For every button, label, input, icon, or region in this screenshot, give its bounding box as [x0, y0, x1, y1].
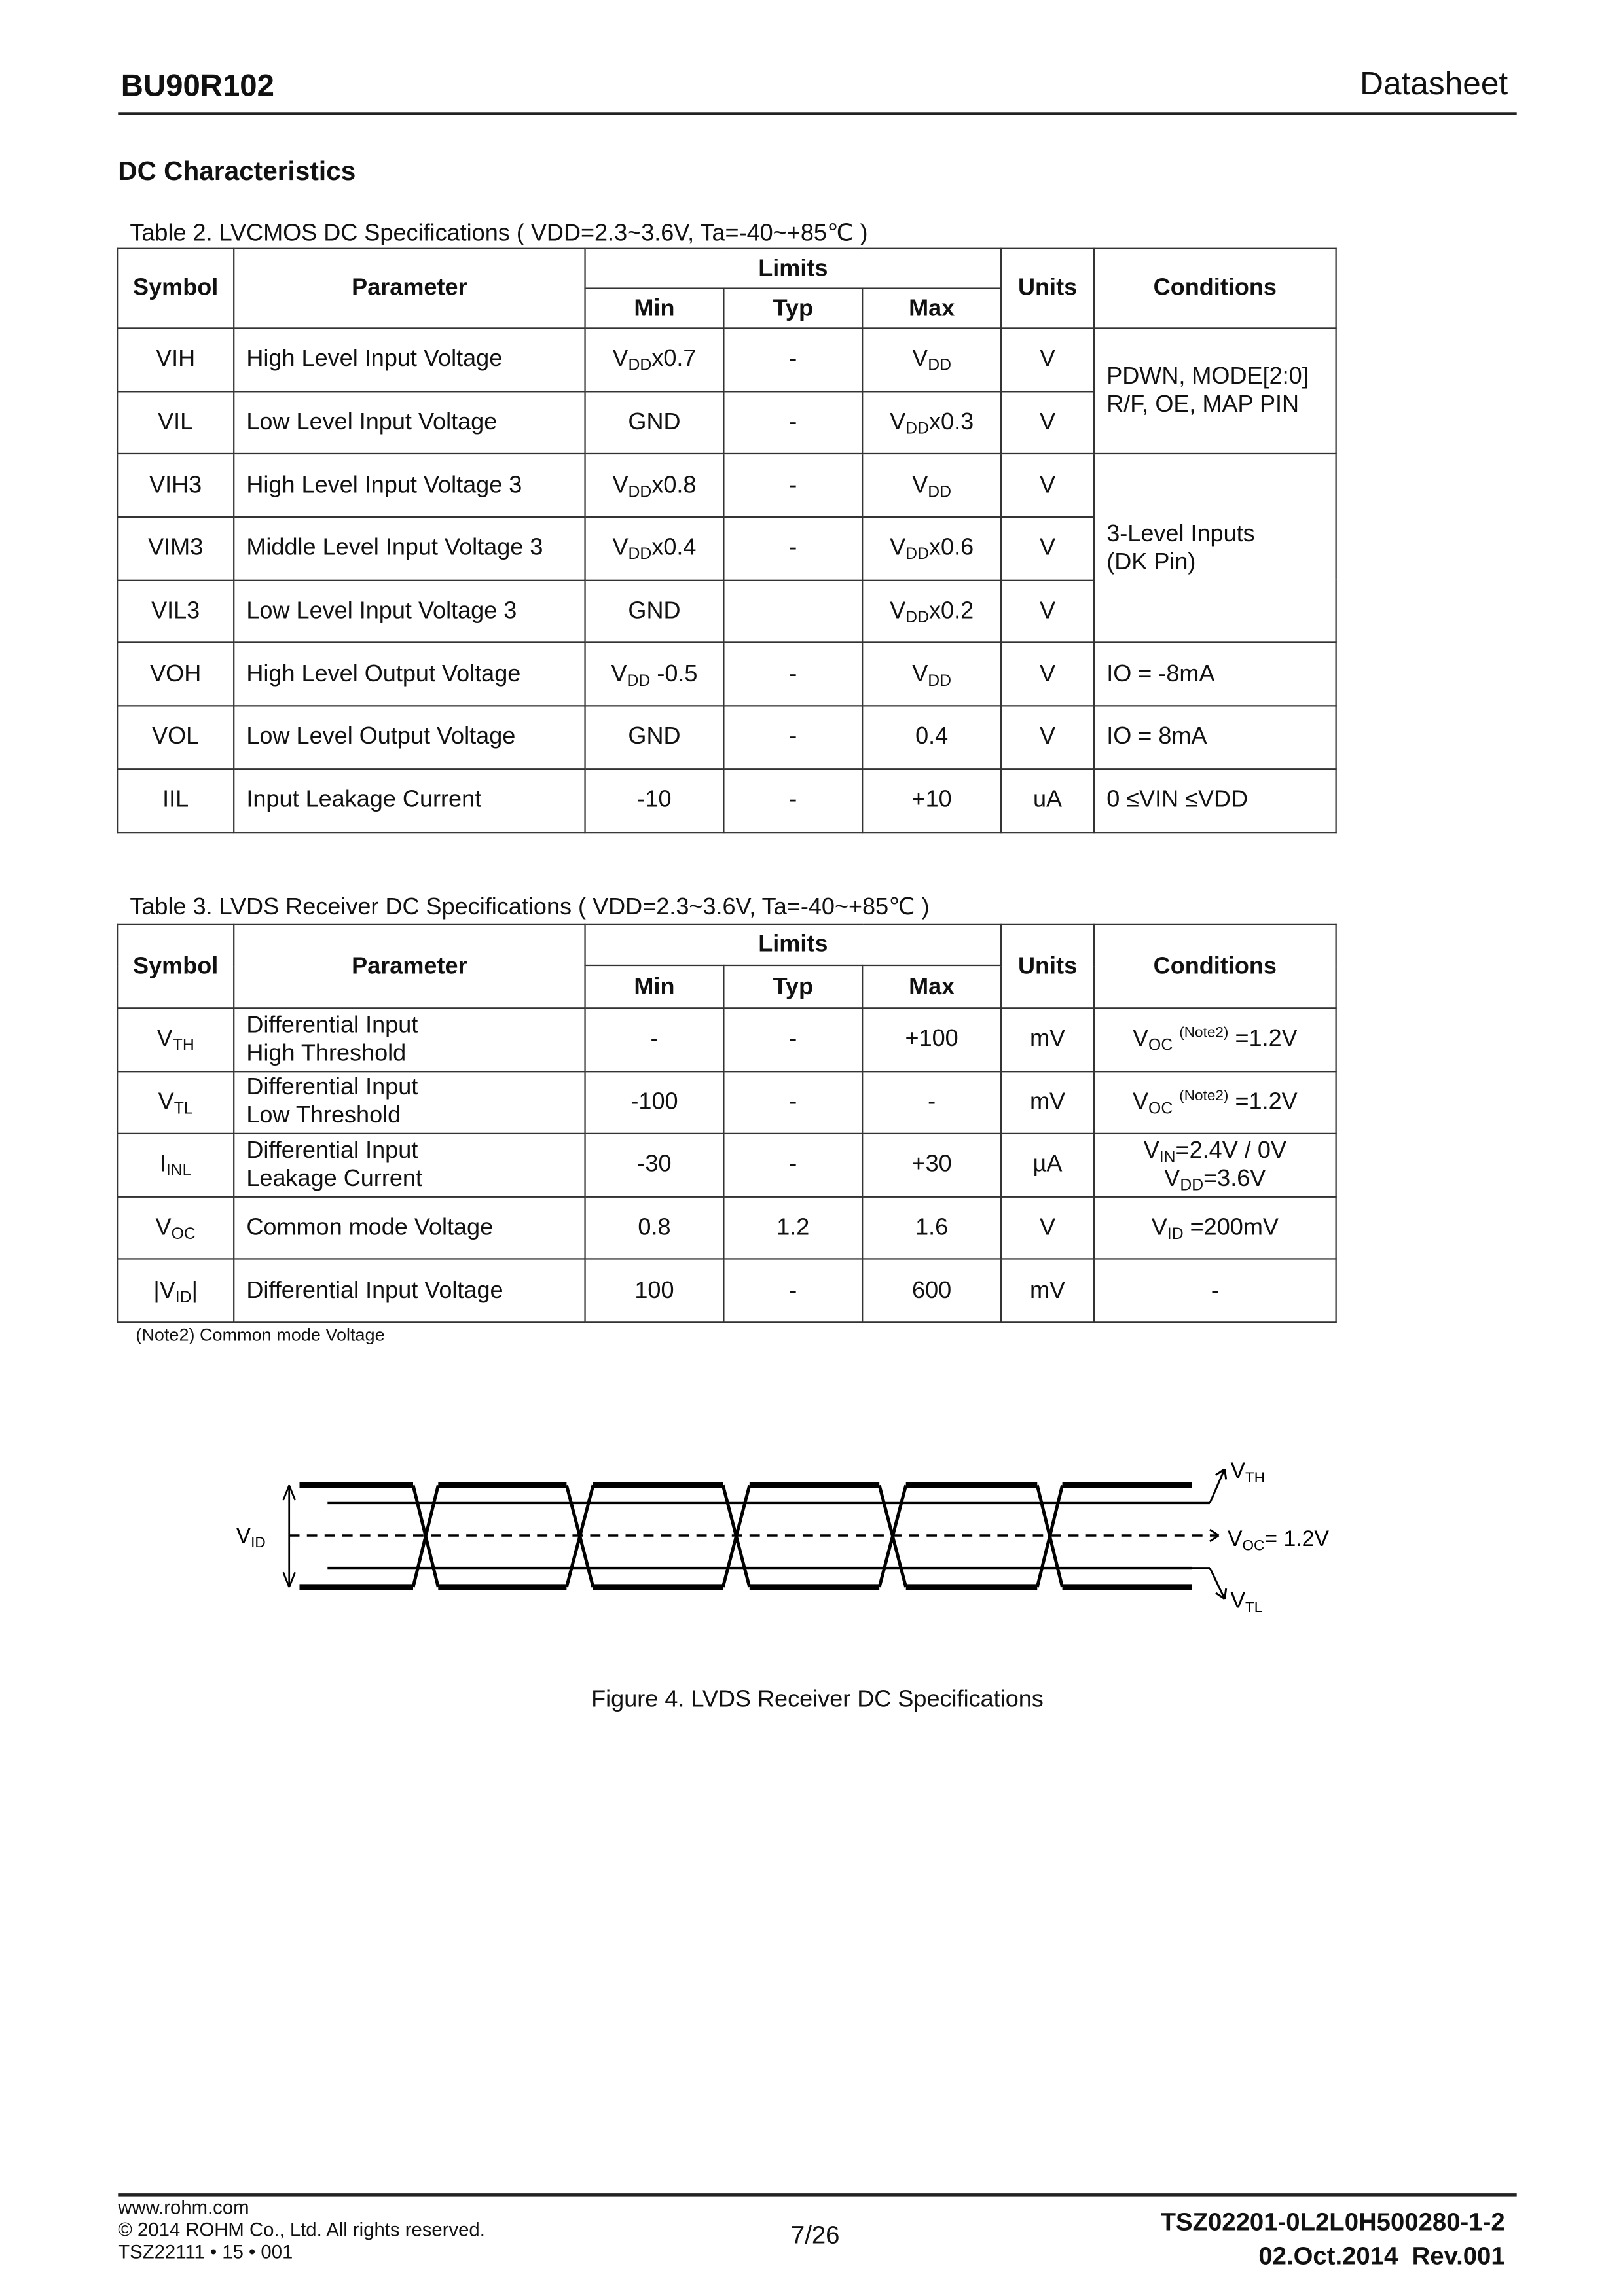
cell-conditions: [1094, 1071, 1336, 1134]
footer-right: [1161, 2205, 1505, 2273]
cell-text: V: [1132, 1090, 1149, 1115]
cell-text: V: [158, 1090, 174, 1115]
cell-text: V: [1040, 599, 1056, 624]
cell-text: |: [191, 1278, 198, 1304]
cell-typ: [723, 580, 862, 643]
cell-units: [1001, 1196, 1094, 1259]
table2-caption: Table 2. LVCMOS DC Specifications ( VDD=2.3~3.6V, Ta=-40~+85℃ ): [130, 221, 868, 247]
page-number: 7/26: [790, 2221, 840, 2250]
cell-text: PDWN, MODE[2:0]: [1106, 365, 1309, 390]
cell-text: V: [890, 535, 906, 562]
cell-text: Differential Input Voltage: [246, 1278, 503, 1304]
cell-max: [862, 454, 1001, 517]
cell-parameter: [234, 643, 585, 706]
cell-text: Common mode Voltage: [246, 1215, 494, 1241]
cell-text: 600: [912, 1278, 952, 1304]
header-limits: Limits: [585, 924, 1002, 965]
cell-text: DD: [628, 357, 652, 376]
header-min: Min: [585, 965, 724, 1008]
header-parameter: Parameter: [234, 249, 585, 329]
cell-text: -0.5: [650, 662, 698, 687]
cell-text: OC: [1148, 1037, 1173, 1055]
cell-symbol: [117, 706, 234, 769]
cell-text: DD: [928, 483, 952, 501]
cell-text: VIL3: [151, 599, 200, 624]
cell-text: DD: [905, 609, 929, 627]
cell-units: [1001, 1134, 1094, 1196]
cell-text: 3-Level Inputs: [1106, 522, 1255, 547]
cell-text: +100: [905, 1027, 958, 1052]
cell-typ: [723, 1071, 862, 1134]
cell-units: [1001, 1008, 1094, 1071]
cell-text: -: [789, 1153, 797, 1178]
cell-text: -: [1211, 1278, 1219, 1304]
cell-text: IO = 8mA: [1106, 725, 1207, 750]
vid-arrow-head: [289, 1485, 295, 1500]
cell-text: V: [890, 410, 906, 435]
cell-text: =2.4V / 0V: [1175, 1138, 1286, 1164]
cell-text: -10: [637, 787, 672, 814]
cell-typ: [723, 391, 862, 454]
cell-text: Differential Input: [246, 1013, 418, 1039]
cell-text: DD: [628, 483, 652, 501]
header-max: Max: [862, 965, 1001, 1008]
header-parameter: Parameter: [234, 924, 585, 1008]
cell-parameter: [234, 1134, 585, 1196]
cell-text: Low Threshold: [246, 1103, 401, 1129]
cell-units: [1001, 769, 1094, 832]
cell-max: [862, 517, 1001, 580]
header-min: Min: [585, 289, 724, 329]
cell-text: I: [159, 1153, 166, 1178]
cell-text: VIH: [156, 347, 196, 372]
cell-parameter: [234, 580, 585, 643]
table-row: [117, 1134, 1336, 1196]
cell-max: [862, 769, 1001, 832]
cell-symbol: [117, 1071, 234, 1134]
cell-conditions: [1094, 328, 1336, 454]
cell-text: -: [789, 535, 797, 562]
cell-text: V: [1040, 410, 1056, 435]
cell-units: [1001, 580, 1094, 643]
cell-text: VIM3: [148, 535, 204, 562]
cell-text: High Threshold: [246, 1041, 407, 1066]
vth-label: $V_{TH}$: [1230, 1458, 1266, 1486]
cell-max: [862, 580, 1001, 643]
cell-typ: [723, 328, 862, 391]
header-typ: Typ: [723, 965, 862, 1008]
cell-text: V: [155, 1215, 172, 1241]
cell-min: [585, 1008, 724, 1071]
section-title: DC Characteristics: [118, 156, 356, 186]
cell-typ: [723, 643, 862, 706]
cell-text: ID: [1167, 1225, 1184, 1244]
cell-units: [1001, 517, 1094, 580]
cell-text: Differential Input: [246, 1138, 418, 1164]
cell-typ: [723, 1134, 862, 1196]
cell-text: 100: [634, 1278, 674, 1304]
cell-text: V: [1040, 725, 1056, 750]
header-units: Units: [1001, 249, 1094, 329]
cell-min: [585, 1071, 724, 1134]
cell-text: V: [1132, 1027, 1149, 1052]
header-conditions: Conditions: [1094, 249, 1336, 329]
cell-text: x0.6: [928, 535, 974, 562]
cell-min: [585, 1259, 724, 1322]
table-row: [117, 1008, 1336, 1071]
cell-text: VIL: [158, 410, 194, 435]
cell-text: INL: [166, 1162, 192, 1181]
cell-text: High Level Input Voltage: [246, 347, 503, 372]
cell-text: V: [1040, 662, 1056, 687]
cell-min: [585, 1196, 724, 1259]
cell-min: [585, 391, 724, 454]
cell-text: mV: [1030, 1090, 1066, 1115]
cell-symbol: [117, 454, 234, 517]
cell-conditions: [1094, 1008, 1336, 1071]
table-row: [117, 769, 1336, 832]
cell-units: [1001, 1259, 1094, 1322]
cell-text: High Level Input Voltage 3: [246, 473, 522, 499]
cell-symbol: [117, 1134, 234, 1196]
cell-text: -100: [630, 1090, 678, 1115]
cell-text: -: [928, 1090, 936, 1115]
cell-text: V: [890, 599, 906, 624]
cell-min: [585, 454, 724, 517]
cell-text: VIH3: [149, 473, 202, 499]
cell-text: =200mV: [1183, 1215, 1279, 1241]
cell-units: [1001, 643, 1094, 706]
cell-text: -: [789, 1090, 797, 1115]
cell-text: -: [789, 725, 797, 750]
cell-text: V: [912, 473, 928, 499]
cell-parameter: [234, 328, 585, 391]
cell-conditions: [1094, 643, 1336, 706]
cell-text: V: [612, 347, 629, 372]
cell-text: V: [612, 535, 629, 562]
cell-typ: [723, 1008, 862, 1071]
cell-text: Leakage Current: [246, 1166, 422, 1192]
cell-text: V: [1151, 1215, 1167, 1241]
header-conditions: Conditions: [1094, 924, 1336, 1008]
lvcmos-dc-table: [117, 248, 1337, 833]
cell-text: DD: [628, 546, 652, 564]
cell-conditions: [1094, 769, 1336, 832]
doc-number: TSZ02201-0L2L0H500280-1-2: [1160, 2208, 1505, 2236]
cell-parameter: [234, 769, 585, 832]
lvds-waveform-figure: [0, 1416, 1623, 1623]
cell-max: [862, 391, 1001, 454]
date-revision: 02.Oct.2014 Rev.001: [1258, 2242, 1505, 2270]
cell-max: [862, 1071, 1001, 1134]
cell-text: V: [1040, 535, 1056, 562]
part-number: BU90R102: [120, 69, 274, 103]
vtl-label: $V_{TL}$: [1230, 1588, 1263, 1616]
cell-text: GND: [628, 410, 681, 435]
cell-parameter: [234, 1071, 585, 1134]
cell-text: V: [912, 662, 928, 687]
cell-text: V: [1164, 1166, 1180, 1192]
cell-min: [585, 706, 724, 769]
cell-typ: [723, 1196, 862, 1259]
cell-text: (Note2): [1179, 1088, 1229, 1105]
table-row: [117, 454, 1336, 517]
cell-text: OC: [171, 1225, 196, 1244]
cell-text: x0.4: [651, 535, 697, 562]
header-max: Max: [862, 289, 1001, 329]
cell-text: TL: [173, 1100, 193, 1118]
cell-text: TH: [172, 1037, 194, 1055]
cell-text: µA: [1032, 1153, 1063, 1178]
cell-text: mV: [1030, 1278, 1066, 1304]
cell-max: [862, 1196, 1001, 1259]
cell-parameter: [234, 517, 585, 580]
cell-typ: [723, 1259, 862, 1322]
cell-text: ID: [175, 1288, 192, 1306]
header-row: [117, 249, 1336, 289]
cell-text: x0.7: [651, 347, 697, 372]
cell-conditions: [1094, 1196, 1336, 1259]
cell-text: IO = -8mA: [1106, 662, 1215, 687]
cell-text: Input Leakage Current: [246, 787, 482, 814]
header-limits: Limits: [585, 249, 1002, 289]
header-symbol: Symbol: [117, 249, 234, 329]
cell-text: DD: [627, 672, 651, 691]
cell-text: GND: [628, 599, 681, 624]
cell-text: -30: [637, 1153, 672, 1178]
cell-typ: [723, 769, 862, 832]
voc-label: $V_{OC}= 1.2V$: [1227, 1526, 1329, 1554]
cell-text: x0.3: [928, 410, 974, 435]
cell-min: [585, 517, 724, 580]
cell-text: DD: [928, 357, 952, 376]
cell-text: x0.2: [928, 599, 974, 624]
cell-typ: [723, 454, 862, 517]
doc-type: Datasheet: [1360, 65, 1508, 102]
cell-max: [862, 328, 1001, 391]
cell-min: [585, 643, 724, 706]
cell-max: [862, 1134, 1001, 1196]
cell-conditions: [1094, 454, 1336, 643]
cell-min: [585, 1134, 724, 1196]
cell-text: uA: [1032, 787, 1063, 814]
cell-symbol: [117, 1196, 234, 1259]
cell-text: Low Level Output Voltage: [246, 725, 516, 750]
cell-max: [862, 1008, 1001, 1071]
cell-text: DD: [1180, 1177, 1204, 1195]
cell-text: -: [789, 473, 797, 499]
figure-caption: Figure 4. LVDS Receiver DC Specifications: [591, 1687, 1044, 1713]
cell-text: 0 ≤VIN ≤VDD: [1106, 787, 1249, 814]
cell-max: [862, 706, 1001, 769]
table3-note: (Note2) Common mode Voltage: [136, 1324, 385, 1346]
cell-text: DD: [905, 420, 929, 439]
lvds-dc-table: [117, 924, 1337, 1323]
cell-text: V: [611, 662, 627, 687]
header-row: [117, 924, 1336, 965]
cell-text: V: [912, 347, 928, 372]
cell-text: IIL: [162, 787, 189, 814]
cell-text: =1.2V: [1228, 1027, 1298, 1052]
cell-text: -: [789, 662, 797, 687]
cell-text: 1.6: [915, 1215, 949, 1241]
cell-parameter: [234, 454, 585, 517]
table-row: [117, 706, 1336, 769]
cell-symbol: [117, 769, 234, 832]
cell-parameter: [234, 1259, 585, 1322]
cell-text: Middle Level Input Voltage 3: [246, 535, 543, 562]
cell-text: =3.6V: [1203, 1166, 1266, 1192]
cell-text: R/F, OE, MAP PIN: [1106, 392, 1300, 418]
cell-typ: [723, 706, 862, 769]
cell-parameter: [234, 706, 585, 769]
cell-symbol: [117, 517, 234, 580]
cell-parameter: [234, 1008, 585, 1071]
cell-text: -: [789, 1278, 797, 1304]
vtl-arrow-head: [1224, 1588, 1226, 1599]
footer-code: TSZ22111 • 15 • 001: [118, 2240, 293, 2263]
table-row: [117, 1196, 1336, 1259]
cell-units: [1001, 706, 1094, 769]
table-row: [117, 1259, 1336, 1322]
cell-symbol: [117, 580, 234, 643]
website-link[interactable]: www.rohm.com: [118, 2196, 249, 2219]
cell-text: +10: [911, 787, 952, 814]
vid-label: $V_{ID}$: [236, 1523, 266, 1551]
cell-text: DD: [905, 546, 929, 564]
cell-text: -: [650, 1027, 659, 1052]
cell-parameter: [234, 391, 585, 454]
table3-caption: Table 3. LVDS Receiver DC Specifications ( VDD=2.3~3.6V, Ta=-40~+85℃ ): [130, 895, 930, 921]
cell-units: [1001, 1071, 1094, 1134]
table-row: [117, 643, 1336, 706]
cell-conditions: [1094, 706, 1336, 769]
cell-text: =1.2V: [1228, 1090, 1298, 1115]
cell-text: OC: [1148, 1100, 1173, 1118]
cell-min: [585, 328, 724, 391]
cell-text: VOH: [150, 662, 202, 687]
cell-text: -: [789, 347, 797, 372]
cell-text: DD: [928, 672, 952, 691]
cell-units: [1001, 454, 1094, 517]
cell-text: mV: [1030, 1027, 1066, 1052]
cell-symbol: [117, 328, 234, 391]
cell-text: V: [1143, 1138, 1159, 1164]
cell-units: [1001, 391, 1094, 454]
cell-text: 0.4: [915, 725, 949, 750]
header-symbol: Symbol: [117, 924, 234, 1008]
cell-text: Low Level Input Voltage: [246, 410, 498, 435]
cell-text: V: [1040, 347, 1056, 372]
cell-text: High Level Output Voltage: [246, 662, 521, 687]
cell-text: Low Level Input Voltage 3: [246, 599, 517, 624]
cell-min: [585, 769, 724, 832]
cell-text: x0.8: [651, 473, 697, 499]
cell-text: Differential Input: [246, 1075, 418, 1102]
cell-text: 1.2: [776, 1215, 810, 1241]
cell-text: +30: [911, 1153, 952, 1178]
cell-text: -: [789, 410, 797, 435]
cell-text: |V: [153, 1278, 175, 1304]
cell-text: VOL: [152, 725, 200, 750]
cell-typ: [723, 517, 862, 580]
header-divider: [118, 112, 1516, 115]
cell-text: GND: [628, 725, 681, 750]
cell-text: 0.8: [638, 1215, 671, 1241]
cell-text: V: [1040, 1215, 1056, 1241]
header-typ: Typ: [723, 289, 862, 329]
vth-arrow-head: [1224, 1469, 1226, 1480]
cell-text: IN: [1159, 1149, 1176, 1167]
copyright: © 2014 ROHM Co., Ltd. All rights reserved.: [118, 2218, 485, 2241]
footer-left: [118, 2197, 485, 2263]
table-row: [117, 328, 1336, 391]
cell-min: [585, 580, 724, 643]
cell-text: V: [612, 473, 629, 499]
vid-arrow-head: [289, 1572, 295, 1587]
cell-symbol: [117, 643, 234, 706]
cell-text: -: [789, 1027, 797, 1052]
cell-max: [862, 1259, 1001, 1322]
cell-symbol: [117, 391, 234, 454]
cell-text: (Note2): [1179, 1025, 1229, 1042]
cell-symbol: [117, 1008, 234, 1071]
cell-text: V: [1040, 473, 1056, 499]
cell-text: V: [156, 1027, 173, 1052]
cell-parameter: [234, 1196, 585, 1259]
table-row: [117, 1071, 1336, 1134]
cell-symbol: [117, 1259, 234, 1322]
cell-units: [1001, 328, 1094, 391]
cell-conditions: [1094, 1134, 1336, 1196]
cell-max: [862, 643, 1001, 706]
cell-text: -: [789, 787, 797, 814]
cell-text: (DK Pin): [1106, 550, 1196, 575]
header-units: Units: [1001, 924, 1094, 1008]
cell-conditions: [1094, 1259, 1336, 1322]
